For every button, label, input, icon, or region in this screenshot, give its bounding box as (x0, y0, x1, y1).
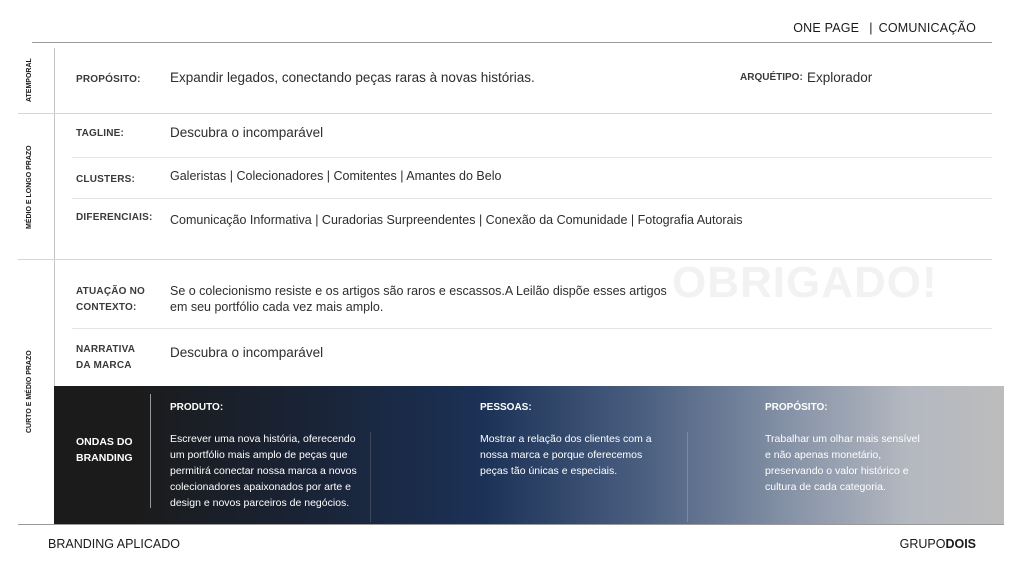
ondas-title-line2: BRANDING (76, 452, 133, 464)
header-comunicacao: COMUNICAÇÃO (878, 21, 976, 35)
ondas-divider-2 (687, 432, 688, 522)
arquetipo-value: Explorador (807, 70, 873, 85)
proposito-onda-line: e não apenas monetário, (765, 449, 882, 461)
arquetipo-label: ARQUÉTIPO: (740, 72, 803, 83)
proposito-onda-text (765, 431, 920, 495)
produto-line: permitirá conectar nossa marca a novos (170, 465, 357, 477)
atuacao-value-line2: em seu portfólio cada vez mais amplo. (170, 300, 384, 314)
tagline-label: TAGLINE: (76, 128, 125, 139)
ondas-title-line1: ONDAS DO (76, 436, 133, 448)
produto-line: Escrever uma nova história, oferecendo (170, 433, 356, 445)
pessoas-line: nossa marca e porque oferecemos (480, 449, 643, 461)
divider-atuacao (72, 328, 992, 329)
top-divider (32, 42, 992, 43)
ondas-title (76, 434, 133, 466)
pessoas-heading: PESSOAS: (480, 402, 532, 413)
clusters-label: CLUSTERS: (76, 174, 136, 185)
ondas-divider-main (150, 394, 151, 508)
pessoas-text (480, 431, 652, 479)
pessoas-line: peças tão únicas e especiais. (480, 465, 618, 477)
produto-line: colecionadores apaixonados por arte e (170, 481, 351, 493)
footer-logo-light: GRUPO (899, 537, 946, 551)
section-label-curto-medio: CURTO E MÉDIO PRAZO (26, 350, 33, 434)
bottom-divider (18, 524, 1004, 525)
atuacao-label (76, 284, 145, 316)
diferenciais-value: Comunicação Informativa | Curadorias Surpreendentes | Conexão da Comunidade | Fotografia Autorais (170, 213, 743, 227)
diferenciais-label: DIFERENCIAIS: (76, 212, 153, 223)
header (793, 21, 976, 35)
proposito-onda-heading: PROPÓSITO: (765, 402, 828, 413)
atuacao-label-line1: ATUAÇÃO NO (76, 286, 146, 297)
header-onepage: ONE PAGE (793, 21, 860, 35)
narrativa-label (76, 342, 135, 374)
divider-atemporal (18, 113, 992, 114)
divider-tagline (72, 157, 992, 158)
atuacao-value (170, 283, 667, 315)
footer-logo-bold: DOIS (945, 537, 976, 551)
footer-logo-grupodois (900, 537, 976, 551)
section-label-atemporal: ATEMPORAL (26, 58, 33, 102)
produto-heading: PRODUTO: (170, 402, 224, 413)
section-vertical-divider (54, 48, 55, 388)
produto-text (170, 431, 357, 511)
footer-branding-aplicado: BRANDING APLICADO (48, 537, 180, 551)
header-separator: | (869, 21, 873, 35)
produto-line: um portfólio mais amplo de peças que (170, 449, 348, 461)
narrativa-label-line1: NARRATIVA (76, 344, 136, 355)
pessoas-line: Mostrar a relação dos clientes com a (480, 433, 652, 445)
proposito-onda-line: cultura de cada categoria. (765, 481, 886, 493)
watermark-text: OBRIGADO! (672, 258, 938, 307)
proposito-value: Expandir legados, conectando peças raras à novas histórias. (170, 70, 535, 85)
proposito-onda-line: preservando o valor histórico e (765, 465, 909, 477)
atuacao-value-line1: Se o colecionismo resiste e os artigos são raros e escassos.A Leilão dispõe esses artigos (170, 284, 667, 298)
tagline-value: Descubra o incomparável (170, 125, 324, 140)
proposito-label: PROPÓSITO: (76, 74, 141, 85)
atuacao-label-line2: CONTEXTO: (76, 302, 137, 313)
produto-line: design e novos parceiros de negócios. (170, 497, 350, 509)
proposito-onda-line: Trabalhar um olhar mais sensível (765, 433, 920, 445)
clusters-value: Galeristas | Colecionadores | Comitentes | Amantes do Belo (170, 169, 502, 183)
ondas-divider-1 (370, 432, 371, 522)
section-label-medio-longo: MÉDIO E LONGO PRAZO (26, 145, 33, 229)
narrativa-value: Descubra o incomparável (170, 345, 324, 360)
narrativa-label-line2: DA MARCA (76, 360, 132, 371)
divider-clusters (72, 198, 992, 199)
